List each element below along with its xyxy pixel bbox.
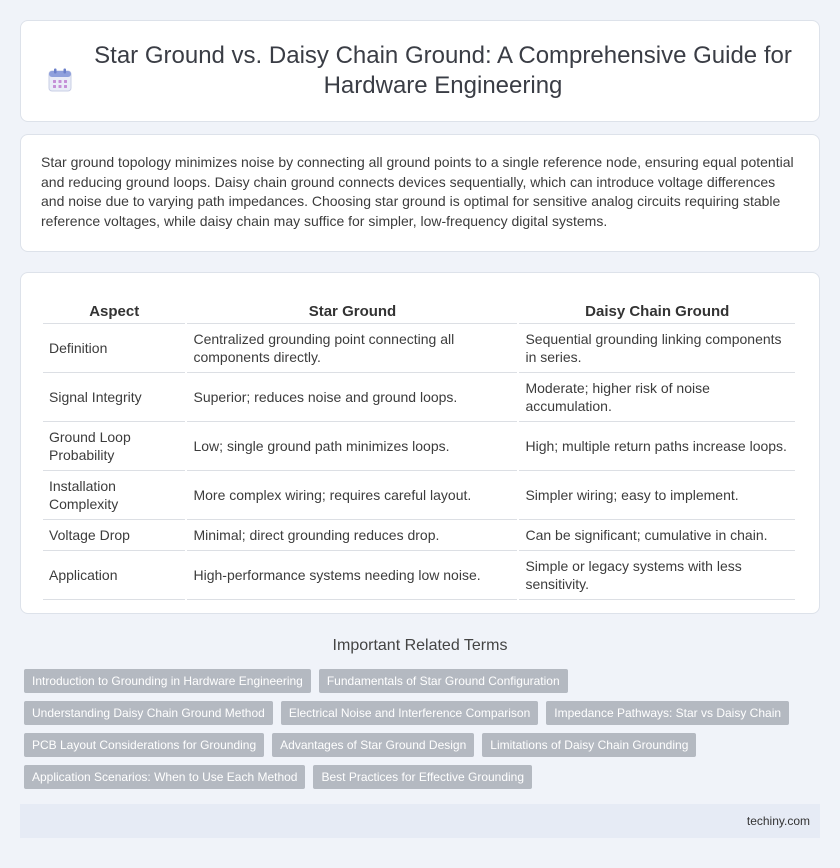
header-card (20, 20, 820, 122)
table-cell: Simpler wiring; easy to implement. (519, 470, 795, 519)
related-term-tag[interactable]: Electrical Noise and Interference Comparison (281, 701, 538, 725)
intro-card (20, 134, 820, 252)
related-term-tag[interactable]: Application Scenarios: When to Use Each Method (24, 765, 305, 789)
table-cell: Application (43, 550, 185, 600)
related-term-tag[interactable]: Limitations of Daisy Chain Grounding (482, 733, 696, 757)
header-aspect: Aspect (89, 302, 140, 320)
comparison-table (41, 295, 797, 600)
table-row (43, 519, 795, 550)
footer (20, 804, 820, 838)
table-cell: Minimal; direct grounding reduces drop. (187, 519, 517, 550)
title-wrap (40, 41, 800, 101)
footer-site-link[interactable]: techiny.com (746, 814, 810, 828)
related-term-tag[interactable]: Fundamentals of Star Ground Configuration (319, 669, 568, 693)
table-row (43, 421, 795, 470)
table-cell: Superior; reduces noise and ground loops. (187, 372, 517, 421)
header-star-ground: Star Ground (308, 302, 397, 320)
table-cell: High; multiple return paths increase loops. (519, 421, 795, 470)
table-cell: Voltage Drop (43, 519, 185, 550)
table-cell: Signal Integrity (43, 372, 185, 421)
table-header-row (43, 295, 795, 323)
table-cell: Ground Loop Probability (43, 421, 185, 470)
table-cell: Centralized grounding point connecting all components directly. (187, 323, 517, 372)
table-cell: Definition (43, 323, 185, 372)
related-term-tag[interactable]: Understanding Daisy Chain Ground Method (24, 701, 273, 725)
related-term-tag[interactable]: Introduction to Grounding in Hardware Engineering (24, 669, 311, 693)
related-term-tag[interactable]: Advantages of Star Ground Design (272, 733, 474, 757)
calendar-icon (47, 67, 73, 93)
table-cell: Moderate; higher risk of noise accumulation. (519, 372, 795, 421)
related-terms-list (24, 669, 824, 789)
comparison-table-card (20, 272, 820, 614)
table-cell: Sequential grounding linking components in series. (519, 323, 795, 372)
table-cell: Can be significant; cumulative in chain. (519, 519, 795, 550)
intro-text: Star ground topology minimizes noise by connecting all ground points to a single reference node, ensuring equal potential and reducing ground loops. Daisy chain ground connects devices sequentially, which can introduce voltage differences and noise due to varying path impedances. Choosing star ground is optimal for sensitive analog circuits requiring stable reference voltages, while daisy chain may suffice for simpler, low-frequency digital systems. (41, 154, 794, 229)
table-cell: Installation Complexity (43, 470, 185, 519)
related-term-tag[interactable]: Impedance Pathways: Star vs Daisy Chain (546, 701, 789, 725)
table-row (43, 550, 795, 600)
table-cell: High-performance systems needing low noise. (187, 550, 517, 600)
table-row (43, 323, 795, 372)
related-term-tag[interactable]: PCB Layout Considerations for Grounding (24, 733, 264, 757)
table-cell: More complex wiring; requires careful layout. (187, 470, 517, 519)
page-title: Star Ground vs. Daisy Chain Ground: A Comprehensive Guide for Hardware Engineering (94, 42, 792, 99)
table-row (43, 372, 795, 421)
related-term-tag[interactable]: Best Practices for Effective Grounding (313, 765, 532, 789)
related-terms-title: Important Related Terms (332, 637, 508, 654)
table-row (43, 470, 795, 519)
header-daisy-chain-ground: Daisy Chain Ground (585, 302, 730, 320)
table-cell: Low; single ground path minimizes loops. (187, 421, 517, 470)
table-cell: Simple or legacy systems with less sensitivity. (519, 550, 795, 600)
